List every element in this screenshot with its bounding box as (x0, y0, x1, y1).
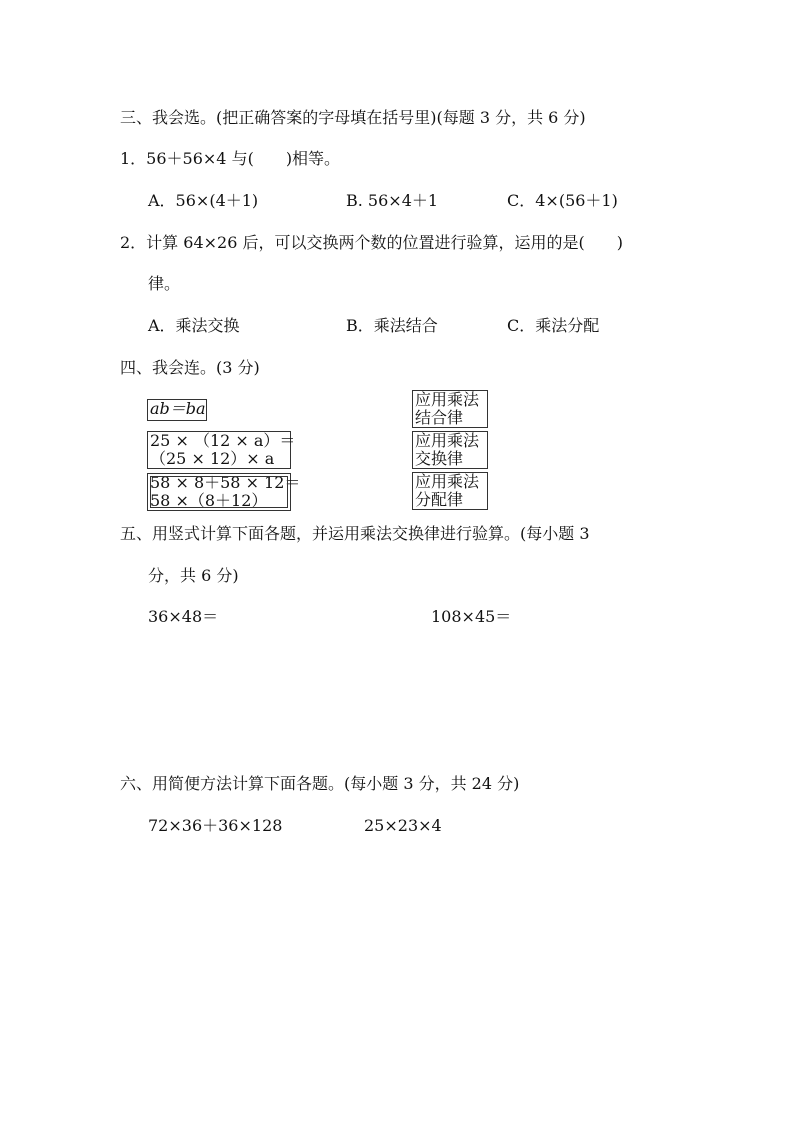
matching-right-item-2-line1: 应用乘法 (415, 431, 480, 450)
matching-right-item-3-line2: 分配律 (415, 490, 464, 509)
matching-right-item-2-line2: 交换律 (415, 449, 464, 468)
section5-title-line1: 五、用竖式计算下面各题，并运用乘法交换律进行验算。(每小题 3 (120, 524, 590, 543)
section3-title: 三、我会选。(把正确答案的字母填在括号里)(每题 3 分，共 6 分) (120, 108, 586, 127)
question-2-option-a: A．乘法交换 (148, 316, 240, 335)
section4-title: 四、我会连。(3 分) (120, 358, 260, 377)
matching-right-item-2[interactable] (412, 431, 488, 469)
matching-right-item-1-line2: 结合律 (415, 408, 464, 427)
matching-right-item-1[interactable] (412, 390, 488, 428)
question-2-stem-line1: 2．计算 64×26 后，可以交换两个数的位置进行验算，运用的是( ) (120, 233, 623, 252)
question-2-option-c: C．乘法分配 (507, 316, 600, 335)
matching-left-item-2-line1: 25 × （12 × a）＝ (150, 431, 296, 450)
matching-left-item-1-line1: ab＝ba (150, 399, 206, 418)
question-1-option-c: C．4×(56＋1) (507, 191, 618, 210)
section6-title: 六、用简便方法计算下面各题。(每小题 3 分，共 24 分) (120, 774, 520, 793)
matching-left-item-2-line2: （25 × 12）× a (150, 449, 275, 468)
matching-right-item-3-line1: 应用乘法 (415, 472, 480, 491)
matching-left-item-3-line2: 58 ×（8＋12） (150, 491, 268, 510)
section5-problem-2: 108×45＝ (431, 607, 512, 626)
section5-title-line2: 分，共 6 分) (148, 566, 239, 585)
matching-left-item-3-line1: 58 × 8＋58 × 12＝ (150, 473, 301, 492)
question-1-stem: 1．56＋56×4 与( )相等。 (120, 149, 341, 168)
matching-left-item-1[interactable] (147, 399, 207, 421)
section6-problem-1: 72×36＋36×128 (148, 816, 283, 835)
question-2-stem-line2: 律。 (148, 274, 181, 293)
question-1-option-a: A．56×(4＋1) (148, 191, 259, 210)
question-1-option-b: B. 56×4＋1 (346, 191, 439, 210)
matching-right-item-3[interactable] (412, 472, 488, 510)
matching-right-item-1-line1: 应用乘法 (415, 390, 480, 409)
section6-problem-2: 25×23×4 (364, 816, 442, 835)
matching-left-item-2[interactable] (147, 431, 296, 469)
question-2-option-b: B．乘法结合 (346, 316, 438, 335)
section5-problem-1: 36×48＝ (148, 607, 219, 626)
matching-left-item-3[interactable] (147, 473, 301, 511)
